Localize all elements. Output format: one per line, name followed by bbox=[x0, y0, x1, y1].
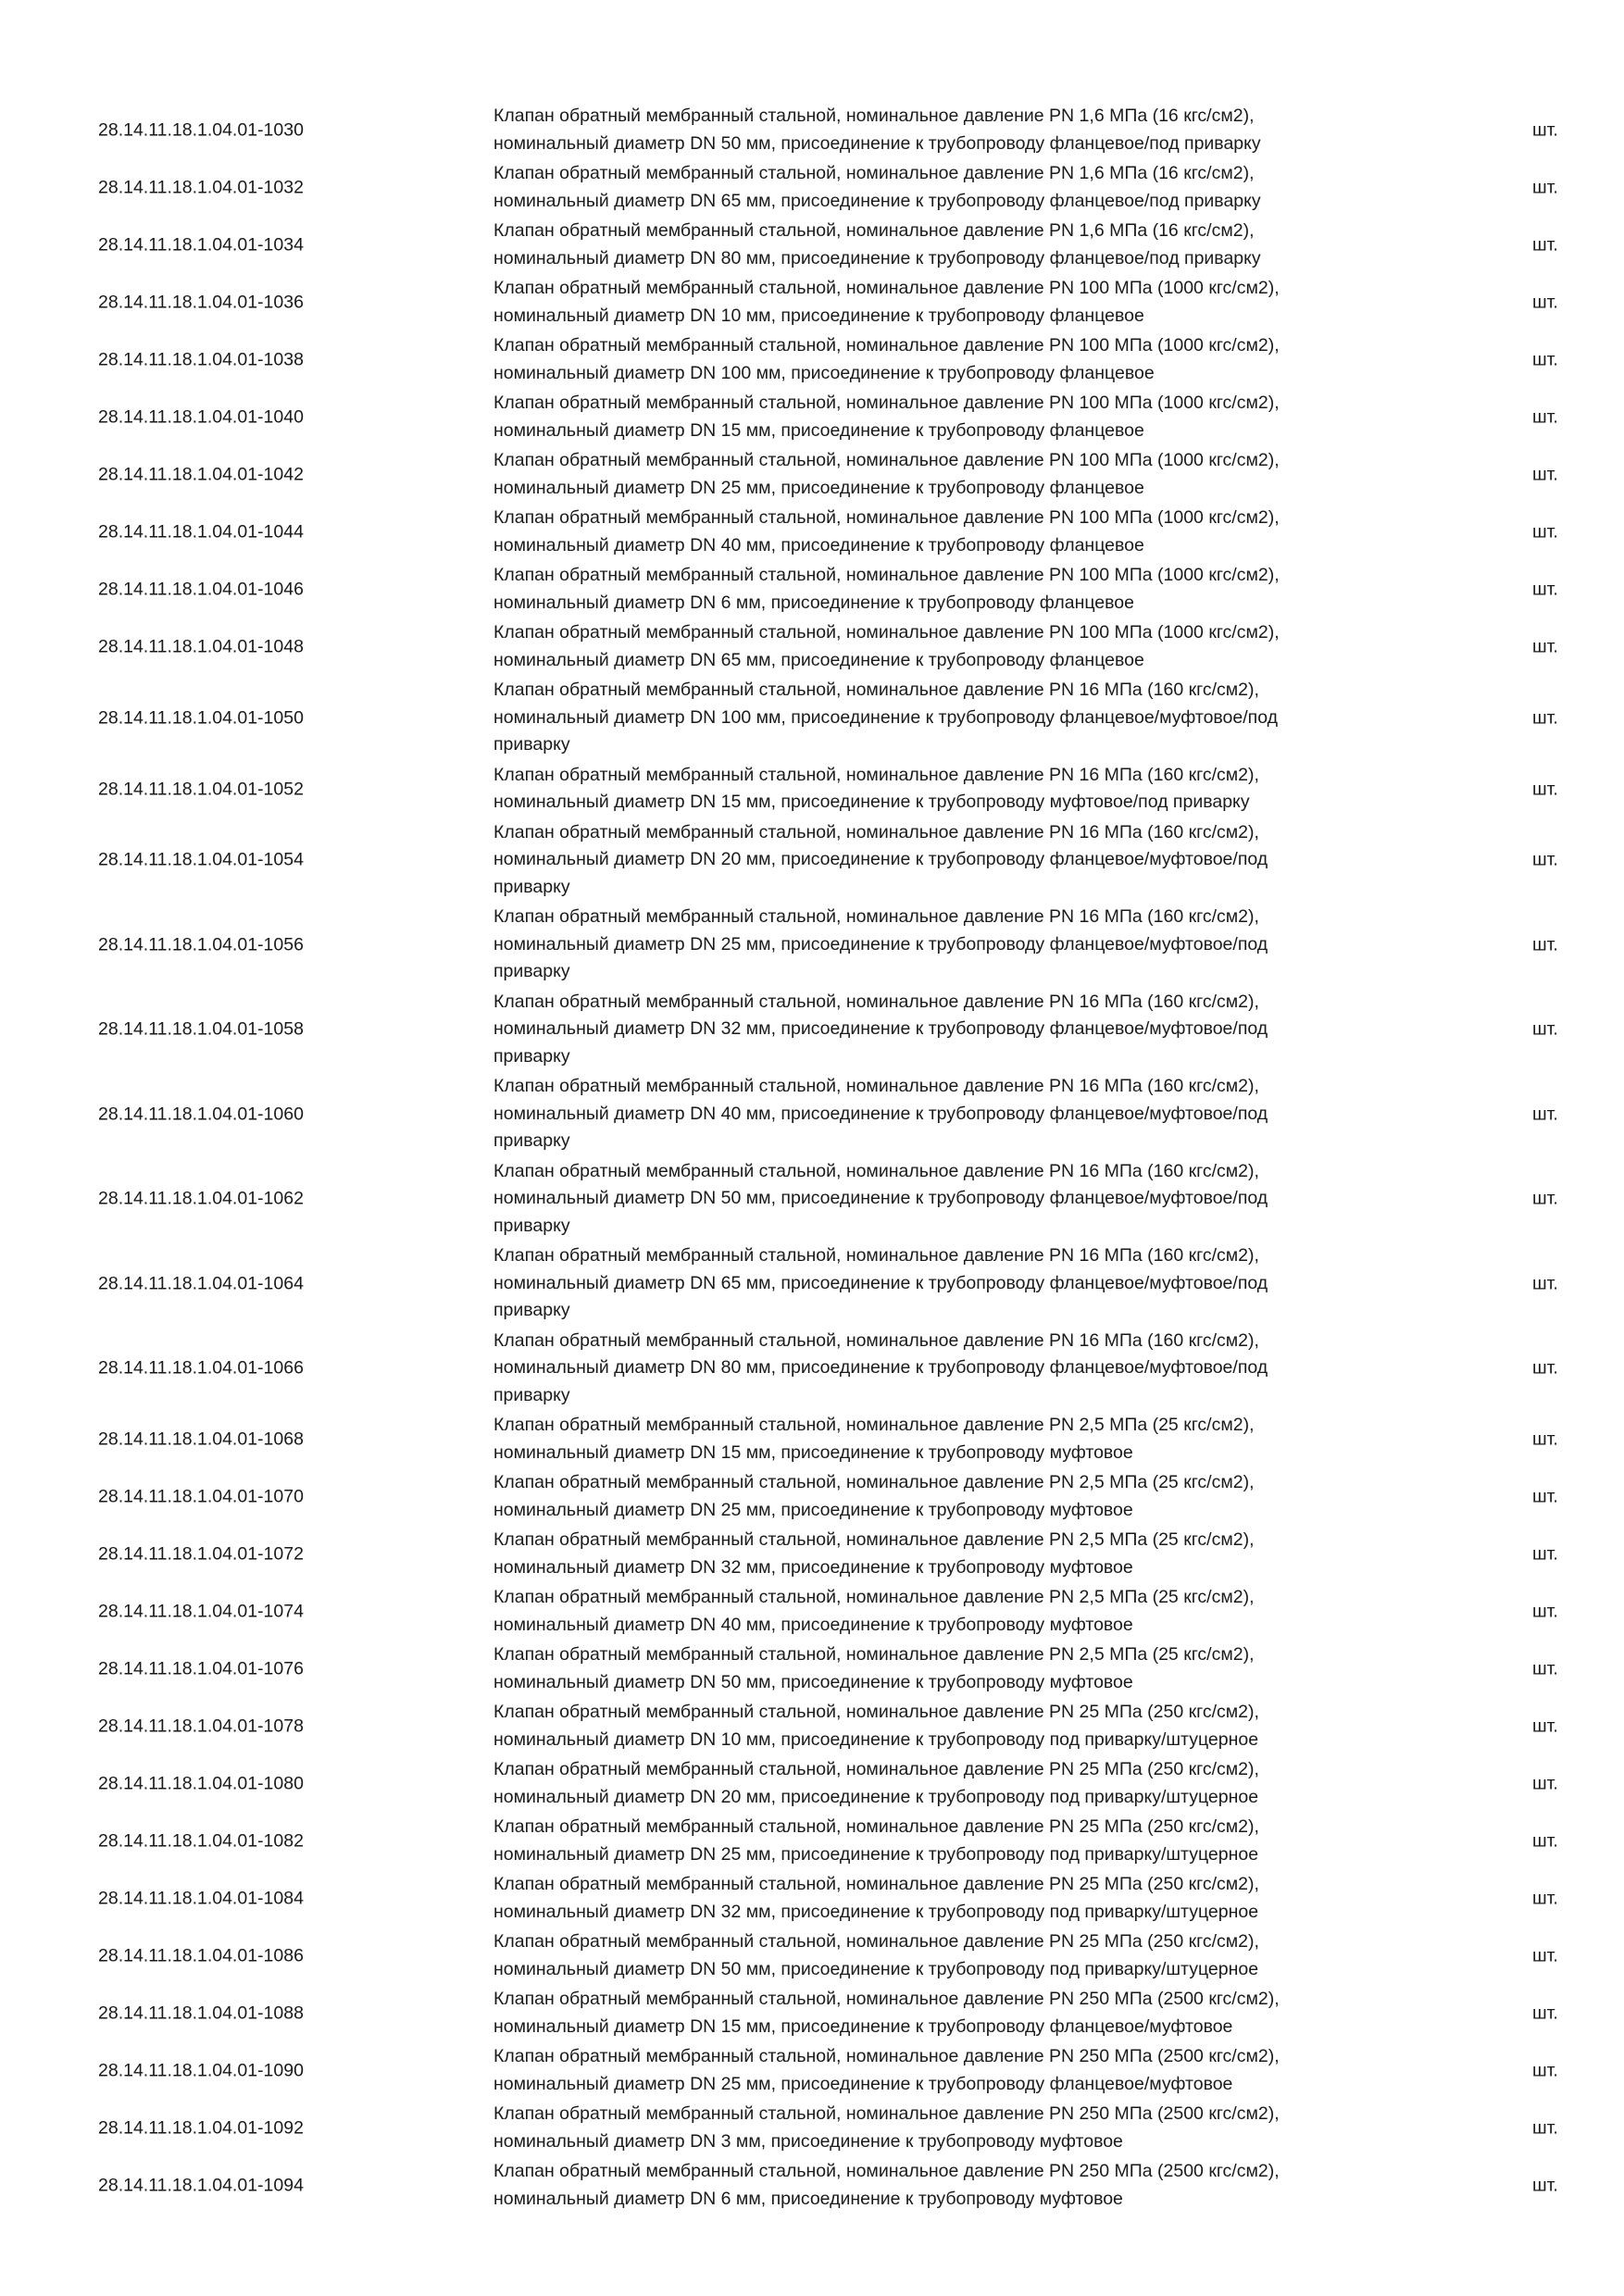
resource-description bbox=[493, 275, 1401, 330]
resource-code: 28.14.11.18.1.04.01-1064 bbox=[98, 1273, 304, 1294]
description-line: номинальный диаметр DN 100 мм, присоединение к трубопроводу фланцевое/муфтовое/под bbox=[493, 706, 1279, 728]
resource-description bbox=[493, 103, 1401, 157]
description-line: номинальный диаметр DN 50 мм, присоединение к трубопроводу под приварку/штуцерное bbox=[493, 1958, 1259, 1979]
unit-of-measure: шт. bbox=[1532, 1658, 1558, 1679]
resource-description bbox=[493, 1584, 1401, 1639]
table-row bbox=[0, 1157, 1624, 1242]
unit-of-measure: шт. bbox=[1532, 1601, 1558, 1622]
resource-code: 28.14.11.18.1.04.01-1082 bbox=[98, 1830, 304, 1852]
description-line: номинальный диаметр DN 25 мм, присоединение к трубопроводу фланцевое/муфтовое bbox=[493, 2073, 1233, 2094]
resource-description bbox=[493, 1158, 1401, 1241]
resource-description bbox=[493, 1871, 1401, 1926]
description-line: Клапан обратный мембранный стальной, номинальное давление PN 25 МПа (250 кгс/см2), bbox=[493, 1931, 1259, 1952]
description-line: Клапан обратный мембранный стальной, номинальное давление PN 16 МПа (160 кгс/см2), bbox=[493, 680, 1259, 700]
unit-of-measure: шт. bbox=[1532, 1104, 1558, 1125]
description-line: Клапан обратный мембранный стальной, номинальное давление PN 16 МПа (160 кгс/см2), bbox=[493, 764, 1259, 785]
unit-of-measure: шт. bbox=[1532, 349, 1558, 370]
unit-of-measure: шт. bbox=[1532, 1716, 1558, 1737]
resource-description bbox=[493, 447, 1401, 502]
resource-description bbox=[493, 1527, 1401, 1581]
unit-of-measure: шт. bbox=[1532, 1188, 1558, 1209]
table-row bbox=[0, 1698, 1624, 1755]
resource-code: 28.14.11.18.1.04.01-1078 bbox=[98, 1716, 304, 1737]
resource-list bbox=[0, 102, 1624, 2215]
description-line: номинальный диаметр DN 15 мм, присоединение к трубопроводу фланцевое/муфтовое bbox=[493, 2015, 1233, 2037]
description-line: номинальный диаметр DN 100 мм, присоединение к трубопроводу фланцевое bbox=[493, 362, 1155, 383]
description-line: Клапан обратный мембранный стальной, номинальное давление PN 16 МПа (160 кгс/см2), bbox=[493, 1245, 1259, 1266]
unit-of-measure: шт. bbox=[1532, 1486, 1558, 1507]
resource-code: 28.14.11.18.1.04.01-1056 bbox=[98, 934, 304, 955]
resource-code: 28.14.11.18.1.04.01-1094 bbox=[98, 2175, 304, 2196]
description-line: номинальный диаметр DN 10 мм, присоединение к трубопроводу фланцевое bbox=[493, 305, 1144, 326]
resource-description bbox=[493, 1986, 1401, 2040]
description-line: Клапан обратный мембранный стальной, номинальное давление PN 1,6 МПа (16 кгс/см2), bbox=[493, 163, 1255, 183]
description-line: Клапан обратный мембранный стальной, номинальное давление PN 25 МПа (250 кгс/см2), bbox=[493, 1759, 1259, 1779]
table-row bbox=[0, 676, 1624, 761]
unit-of-measure: шт. bbox=[1532, 1945, 1558, 1966]
resource-code: 28.14.11.18.1.04.01-1046 bbox=[98, 579, 304, 600]
table-row bbox=[0, 274, 1624, 331]
resource-description bbox=[493, 989, 1401, 1071]
table-row bbox=[0, 504, 1624, 561]
resource-code: 28.14.11.18.1.04.01-1050 bbox=[98, 707, 304, 729]
description-line: номинальный диаметр DN 50 мм, присоединение к трубопроводу фланцевое/муфтовое/под bbox=[493, 1188, 1268, 1208]
description-line: Клапан обратный мембранный стальной, номинальное давление PN 2,5 МПа (25 кгс/см2), bbox=[493, 1587, 1255, 1607]
unit-of-measure: шт. bbox=[1532, 292, 1558, 313]
description-line: номинальный диаметр DN 20 мм, присоединение к трубопроводу фланцевое/муфтовое/под bbox=[493, 849, 1268, 869]
unit-of-measure: шт. bbox=[1532, 521, 1558, 543]
description-line: Клапан обратный мембранный стальной, номинальное давление PN 100 МПа (1000 кгс/см2), bbox=[493, 622, 1280, 643]
resource-description bbox=[493, 1242, 1401, 1325]
table-row bbox=[0, 2100, 1624, 2157]
resource-description bbox=[493, 1073, 1401, 1155]
description-line: приварку bbox=[493, 1045, 570, 1067]
resource-code: 28.14.11.18.1.04.01-1042 bbox=[98, 464, 304, 485]
description-line: Клапан обратный мембранный стальной, номинальное давление PN 1,6 МПа (16 кгс/см2), bbox=[493, 220, 1255, 241]
unit-of-measure: шт. bbox=[1532, 1018, 1558, 1040]
resource-description bbox=[493, 2043, 1401, 2098]
description-line: номинальный диаметр DN 65 мм, присоединение к трубопроводу фланцевое/муфтовое/под bbox=[493, 1272, 1268, 1293]
description-line: приварку bbox=[493, 1130, 570, 1151]
resource-code: 28.14.11.18.1.04.01-1036 bbox=[98, 292, 304, 313]
resource-code: 28.14.11.18.1.04.01-1066 bbox=[98, 1357, 304, 1379]
resource-description bbox=[493, 762, 1401, 817]
description-line: приварку bbox=[493, 1300, 570, 1320]
resource-description bbox=[493, 677, 1401, 759]
description-line: номинальный диаметр DN 15 мм, присоединение к трубопроводу муфтовое bbox=[493, 1441, 1133, 1463]
resource-code: 28.14.11.18.1.04.01-1040 bbox=[98, 406, 304, 428]
table-row bbox=[0, 761, 1624, 818]
resource-description bbox=[493, 904, 1401, 986]
resource-code: 28.14.11.18.1.04.01-1072 bbox=[98, 1543, 304, 1565]
table-row bbox=[0, 903, 1624, 988]
resource-description bbox=[493, 2101, 1401, 2155]
description-line: номинальный диаметр DN 15 мм, присоединение к трубопроводу фланцевое bbox=[493, 419, 1144, 441]
unit-of-measure: шт. bbox=[1532, 1429, 1558, 1450]
description-line: номинальный диаметр DN 32 мм, присоединение к трубопроводу под приварку/штуцерное bbox=[493, 1901, 1259, 1922]
description-line: приварку bbox=[493, 876, 570, 897]
resource-description bbox=[493, 1328, 1401, 1410]
description-line: номинальный диаметр DN 25 мм, присоединение к трубопроводу фланцевое bbox=[493, 477, 1144, 498]
unit-of-measure: шт. bbox=[1532, 464, 1558, 485]
unit-of-measure: шт. bbox=[1532, 2060, 1558, 2081]
unit-of-measure: шт. bbox=[1532, 2003, 1558, 2024]
resource-description bbox=[493, 332, 1401, 387]
resource-code: 28.14.11.18.1.04.01-1080 bbox=[98, 1773, 304, 1794]
resource-description bbox=[493, 819, 1401, 902]
resource-code: 28.14.11.18.1.04.01-1032 bbox=[98, 177, 304, 198]
resource-code: 28.14.11.18.1.04.01-1092 bbox=[98, 2117, 304, 2139]
resource-code: 28.14.11.18.1.04.01-1086 bbox=[98, 1945, 304, 1966]
unit-of-measure: шт. bbox=[1532, 2117, 1558, 2139]
table-row bbox=[0, 1985, 1624, 2042]
resource-code: 28.14.11.18.1.04.01-1060 bbox=[98, 1104, 304, 1125]
description-line: Клапан обратный мембранный стальной, номинальное давление PN 2,5 МПа (25 кгс/см2), bbox=[493, 1472, 1255, 1492]
unit-of-measure: шт. bbox=[1532, 636, 1558, 657]
table-row bbox=[0, 2042, 1624, 2100]
description-line: Клапан обратный мембранный стальной, номинальное давление PN 16 МПа (160 кгс/см2), bbox=[493, 1160, 1259, 1181]
description-line: Клапан обратный мембранный стальной, номинальное давление PN 1,6 МПа (16 кгс/см2), bbox=[493, 106, 1255, 126]
table-row bbox=[0, 2157, 1624, 2215]
description-line: приварку bbox=[493, 961, 570, 981]
description-line: Клапан обратный мембранный стальной, номинальное давление PN 100 МПа (1000 кгс/см2), bbox=[493, 335, 1280, 356]
description-line: номинальный диаметр DN 40 мм, присоединение к трубопроводу фланцевое bbox=[493, 534, 1144, 555]
description-line: приварку bbox=[493, 734, 570, 755]
table-row bbox=[0, 818, 1624, 904]
description-line: номинальный диаметр DN 15 мм, присоединение к трубопроводу муфтовое/под приварку bbox=[493, 792, 1250, 812]
description-line: приварку bbox=[493, 1384, 570, 1405]
description-line: Клапан обратный мембранный стальной, номинальное давление PN 2,5 МПа (25 кгс/см2), bbox=[493, 1644, 1255, 1665]
resource-code: 28.14.11.18.1.04.01-1030 bbox=[98, 119, 304, 141]
resource-code: 28.14.11.18.1.04.01-1038 bbox=[98, 349, 304, 370]
table-row bbox=[0, 217, 1624, 274]
description-line: номинальный диаметр DN 25 мм, присоединение к трубопроводу фланцевое/муфтовое/под bbox=[493, 933, 1268, 955]
resource-code: 28.14.11.18.1.04.01-1048 bbox=[98, 636, 304, 657]
description-line: номинальный диаметр DN 32 мм, присоединение к трубопроводу фланцевое/муфтовое/под bbox=[493, 1018, 1268, 1039]
resource-description bbox=[493, 160, 1401, 215]
table-row bbox=[0, 1928, 1624, 1985]
table-row bbox=[0, 1870, 1624, 1928]
table-row bbox=[0, 1072, 1624, 1157]
resource-description bbox=[493, 1469, 1401, 1524]
description-line: Клапан обратный мембранный стальной, номинальное давление PN 100 МПа (1000 кгс/см2), bbox=[493, 278, 1280, 298]
description-line: номинальный диаметр DN 40 мм, присоединение к трубопроводу фланцевое/муфтовое/под bbox=[493, 1103, 1268, 1124]
unit-of-measure: шт. bbox=[1532, 1773, 1558, 1794]
description-line: номинальный диаметр DN 65 мм, присоединение к трубопроводу фланцевое bbox=[493, 649, 1144, 670]
table-row bbox=[0, 1583, 1624, 1641]
resource-description bbox=[493, 505, 1401, 559]
resource-code: 28.14.11.18.1.04.01-1054 bbox=[98, 849, 304, 870]
resource-code: 28.14.11.18.1.04.01-1068 bbox=[98, 1429, 304, 1450]
unit-of-measure: шт. bbox=[1532, 1357, 1558, 1379]
unit-of-measure: шт. bbox=[1532, 119, 1558, 141]
resource-description bbox=[493, 619, 1401, 674]
table-row bbox=[0, 561, 1624, 618]
table-row bbox=[0, 159, 1624, 217]
description-line: Клапан обратный мембранный стальной, номинальное давление PN 250 МПа (2500 кгс/см2), bbox=[493, 1989, 1280, 2009]
table-row bbox=[0, 1641, 1624, 1698]
table-row bbox=[0, 988, 1624, 1073]
unit-of-measure: шт. bbox=[1532, 177, 1558, 198]
description-line: номинальный диаметр DN 25 мм, присоединение к трубопроводу муфтовое bbox=[493, 1499, 1133, 1520]
description-line: номинальный диаметр DN 50 мм, присоединение к трубопроводу фланцевое/под приварку bbox=[493, 132, 1261, 154]
description-line: Клапан обратный мембранный стальной, номинальное давление PN 2,5 МПа (25 кгс/см2), bbox=[493, 1415, 1255, 1435]
unit-of-measure: шт. bbox=[1532, 707, 1558, 729]
resource-code: 28.14.11.18.1.04.01-1084 bbox=[98, 1888, 304, 1909]
description-line: Клапан обратный мембранный стальной, номинальное давление PN 250 МПа (2500 кгс/см2), bbox=[493, 2161, 1280, 2181]
table-row bbox=[0, 331, 1624, 389]
table-row bbox=[0, 1468, 1624, 1526]
unit-of-measure: шт. bbox=[1532, 849, 1558, 870]
description-line: номинальный диаметр DN 65 мм, присоединение к трубопроводу фланцевое/под приварку bbox=[493, 190, 1261, 211]
table-row bbox=[0, 1327, 1624, 1412]
resource-code: 28.14.11.18.1.04.01-1088 bbox=[98, 2003, 304, 2024]
resource-description bbox=[493, 562, 1401, 617]
description-line: номинальный диаметр DN 3 мм, присоединение к трубопроводу муфтовое bbox=[493, 2130, 1123, 2152]
table-row bbox=[0, 1242, 1624, 1327]
description-line: номинальный диаметр DN 6 мм, присоединение к трубопроводу муфтовое bbox=[493, 2188, 1123, 2209]
description-line: Клапан обратный мембранный стальной, номинальное давление PN 100 МПа (1000 кгс/см2), bbox=[493, 507, 1280, 528]
unit-of-measure: шт. bbox=[1532, 934, 1558, 955]
unit-of-measure: шт. bbox=[1532, 2175, 1558, 2196]
resource-code: 28.14.11.18.1.04.01-1044 bbox=[98, 521, 304, 543]
table-row bbox=[0, 1526, 1624, 1583]
table-row bbox=[0, 446, 1624, 504]
unit-of-measure: шт. bbox=[1532, 779, 1558, 799]
unit-of-measure: шт. bbox=[1532, 1543, 1558, 1565]
resource-code: 28.14.11.18.1.04.01-1052 bbox=[98, 779, 304, 799]
description-line: Клапан обратный мембранный стальной, номинальное давление PN 25 МПа (250 кгс/см2), bbox=[493, 1702, 1259, 1722]
description-line: номинальный диаметр DN 50 мм, присоединение к трубопроводу муфтовое bbox=[493, 1671, 1133, 1692]
description-line: Клапан обратный мембранный стальной, номинальное давление PN 250 МПа (2500 кгс/см2), bbox=[493, 2046, 1280, 2066]
description-line: номинальный диаметр DN 10 мм, присоединение к трубопроводу под приварку/штуцерное bbox=[493, 1728, 1259, 1750]
description-line: Клапан обратный мембранный стальной, номинальное давление PN 100 МПа (1000 кгс/см2), bbox=[493, 565, 1280, 585]
description-line: Клапан обратный мембранный стальной, номинальное давление PN 100 МПа (1000 кгс/см2), bbox=[493, 393, 1280, 413]
description-line: Клапан обратный мембранный стальной, номинальное давление PN 25 МПа (250 кгс/см2), bbox=[493, 1816, 1259, 1837]
resource-description bbox=[493, 1641, 1401, 1696]
description-line: номинальный диаметр DN 32 мм, присоединение к трубопроводу муфтовое bbox=[493, 1556, 1133, 1578]
description-line: номинальный диаметр DN 80 мм, присоединение к трубопроводу фланцевое/под приварку bbox=[493, 247, 1261, 268]
resource-code: 28.14.11.18.1.04.01-1058 bbox=[98, 1018, 304, 1040]
resource-description bbox=[493, 2158, 1401, 2213]
resource-code: 28.14.11.18.1.04.01-1074 bbox=[98, 1601, 304, 1622]
resource-code: 28.14.11.18.1.04.01-1070 bbox=[98, 1486, 304, 1507]
resource-description bbox=[493, 1699, 1401, 1753]
unit-of-measure: шт. bbox=[1532, 1830, 1558, 1852]
description-line: Клапан обратный мембранный стальной, номинальное давление PN 16 МПа (160 кгс/см2), bbox=[493, 991, 1259, 1012]
description-line: Клапан обратный мембранный стальной, номинальное давление PN 100 МПа (1000 кгс/см2), bbox=[493, 450, 1280, 470]
resource-description bbox=[493, 390, 1401, 444]
unit-of-measure: шт. bbox=[1532, 234, 1558, 256]
table-row bbox=[0, 618, 1624, 676]
resource-description bbox=[493, 1814, 1401, 1868]
table-row bbox=[0, 1813, 1624, 1870]
resource-description bbox=[493, 1412, 1401, 1466]
unit-of-measure: шт. bbox=[1532, 1273, 1558, 1294]
resource-code: 28.14.11.18.1.04.01-1034 bbox=[98, 234, 304, 256]
table-row bbox=[0, 102, 1624, 159]
description-line: Клапан обратный мембранный стальной, номинальное давление PN 250 МПа (2500 кгс/см2), bbox=[493, 2103, 1280, 2124]
description-line: номинальный диаметр DN 20 мм, присоединение к трубопроводу под приварку/штуцерное bbox=[493, 1786, 1259, 1807]
description-line: Клапан обратный мембранный стальной, номинальное давление PN 16 МПа (160 кгс/см2), bbox=[493, 1076, 1259, 1096]
description-line: Клапан обратный мембранный стальной, номинальное давление PN 16 МПа (160 кгс/см2), bbox=[493, 821, 1259, 842]
resource-code: 28.14.11.18.1.04.01-1090 bbox=[98, 2060, 304, 2081]
resource-description bbox=[493, 1756, 1401, 1811]
description-line: номинальный диаметр DN 6 мм, присоединение к трубопроводу фланцевое bbox=[493, 592, 1134, 613]
description-line: Клапан обратный мембранный стальной, номинальное давление PN 16 МПа (160 кгс/см2), bbox=[493, 906, 1259, 927]
unit-of-measure: шт. bbox=[1532, 579, 1558, 600]
table-row bbox=[0, 1755, 1624, 1813]
description-line: Клапан обратный мембранный стальной, номинальное давление PN 25 МПа (250 кгс/см2), bbox=[493, 1874, 1259, 1894]
description-line: Клапан обратный мембранный стальной, номинальное давление PN 2,5 МПа (25 кгс/см2), bbox=[493, 1529, 1255, 1550]
unit-of-measure: шт. bbox=[1532, 1888, 1558, 1909]
description-line: Клапан обратный мембранный стальной, номинальное давление PN 16 МПа (160 кгс/см2), bbox=[493, 1329, 1259, 1351]
resource-code: 28.14.11.18.1.04.01-1076 bbox=[98, 1658, 304, 1679]
description-line: номинальный диаметр DN 40 мм, присоединение к трубопроводу муфтовое bbox=[493, 1614, 1133, 1635]
description-line: номинальный диаметр DN 25 мм, присоединение к трубопроводу под приварку/штуцерное bbox=[493, 1843, 1259, 1865]
description-line: номинальный диаметр DN 80 мм, присоединение к трубопроводу фланцевое/муфтовое/под bbox=[493, 1357, 1268, 1378]
table-row bbox=[0, 389, 1624, 446]
table-row bbox=[0, 1411, 1624, 1468]
resource-code: 28.14.11.18.1.04.01-1062 bbox=[98, 1188, 304, 1209]
resource-description bbox=[493, 218, 1401, 272]
unit-of-measure: шт. bbox=[1532, 406, 1558, 428]
description-line: приварку bbox=[493, 1215, 570, 1236]
resource-description bbox=[493, 1928, 1401, 1983]
